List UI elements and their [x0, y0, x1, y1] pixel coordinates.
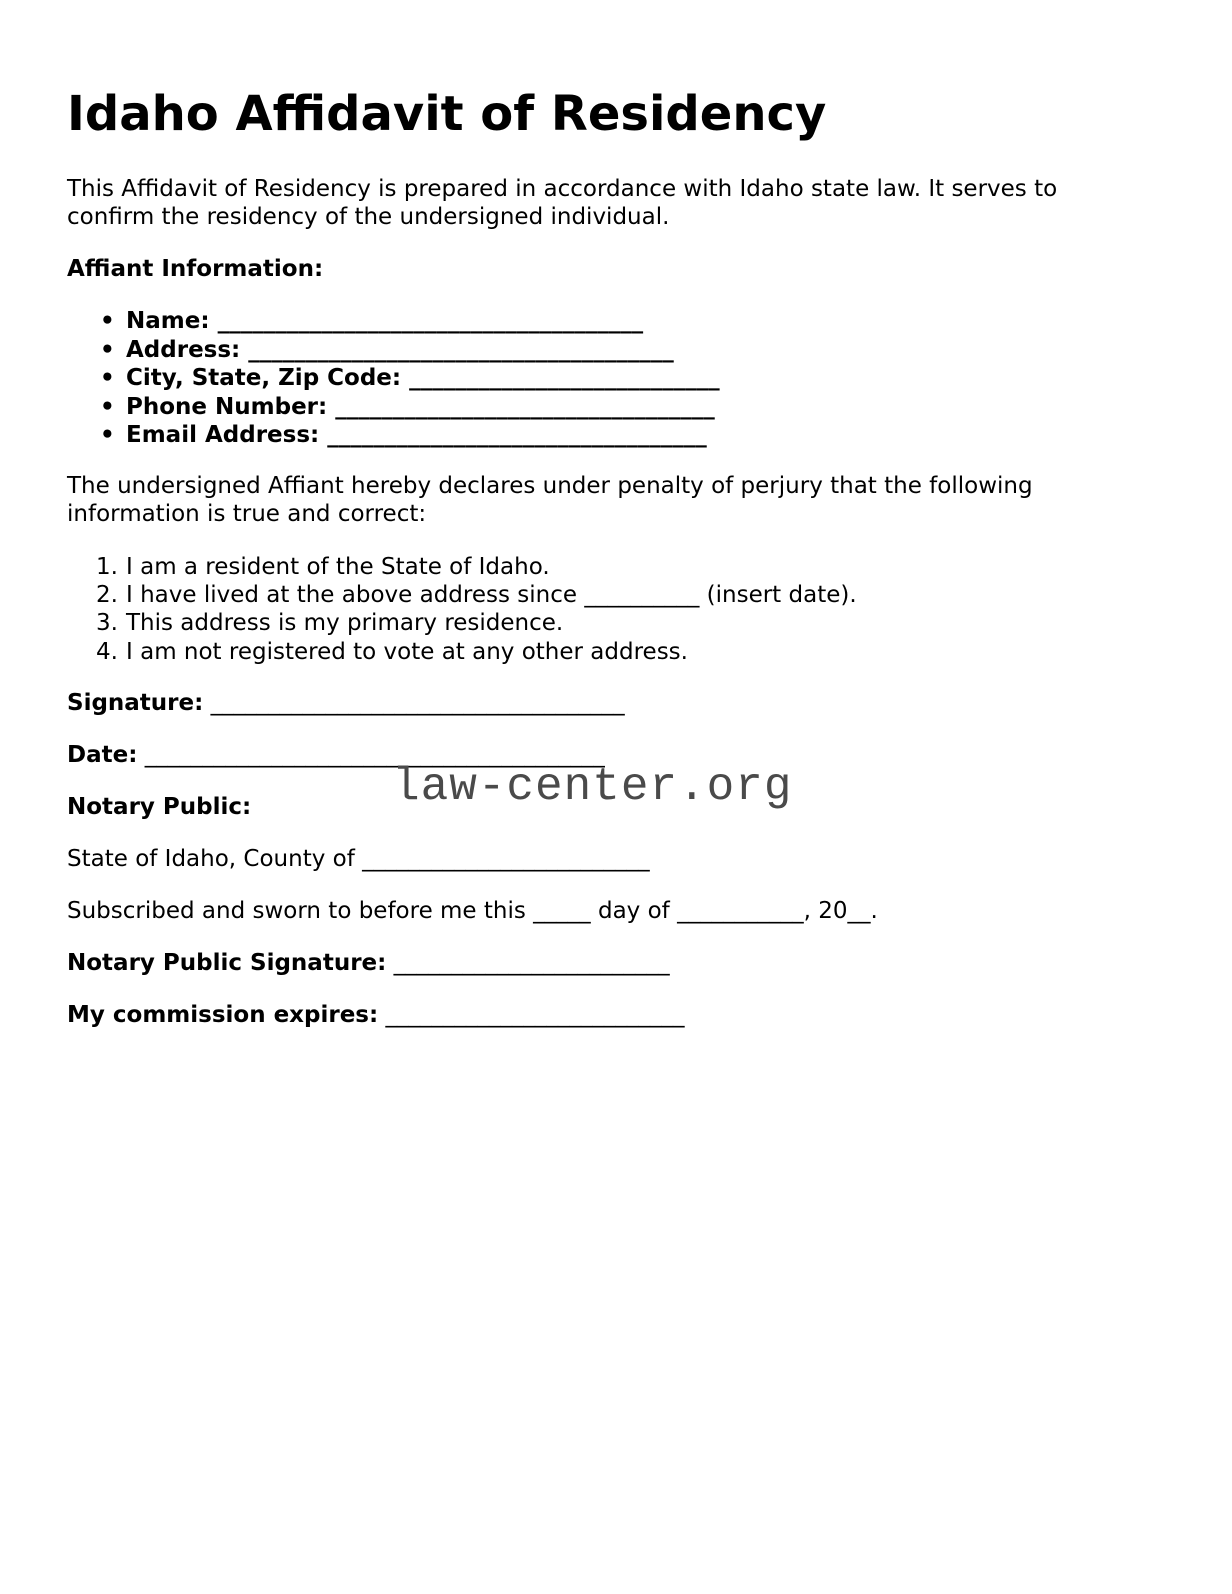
statement-text: This address is my primary residence. [126, 610, 564, 637]
notary-signature-line [67, 949, 670, 977]
bullet-icon: • [100, 393, 115, 420]
field-label: Email Address: [126, 422, 320, 448]
commission-label: My commission expires: [67, 1002, 379, 1028]
notary-public-heading: Notary Public: [67, 794, 252, 820]
sworn-line: Subscribed and sworn to before me this _____ day of ___________, 20__. [67, 898, 878, 924]
statement-item [67, 553, 857, 581]
field-label: Name: [126, 308, 210, 334]
statement-item [67, 609, 857, 637]
field-label: Phone Number: [126, 393, 328, 420]
notary-signature-label: Notary Public Signature: [67, 950, 387, 976]
bullet-icon: • [100, 308, 115, 334]
field-blank[interactable]: _________________________________ [335, 393, 715, 420]
affiant-information-heading: Affiant Information: [67, 256, 324, 282]
field-label: Address: [126, 336, 241, 363]
statement-text: I am not registered to vote at any other address. [126, 638, 688, 665]
signature-line [67, 689, 625, 717]
notary-signature-blank[interactable]: ________________________ [393, 950, 670, 976]
commission-line [67, 1001, 685, 1029]
field-phone-number [67, 393, 720, 422]
statement-number: 2. [96, 582, 118, 609]
signature-blank[interactable]: ____________________________________ [210, 690, 625, 716]
date-blank[interactable]: ________________________________________ [144, 742, 605, 768]
field-email-address [67, 421, 720, 450]
document-title: Idaho Affidavit of Residency [67, 86, 827, 142]
statement-number: 1. [96, 554, 118, 580]
signature-label: Signature: [67, 690, 204, 716]
bullet-icon: • [100, 422, 115, 448]
intro-paragraph: This Affidavit of Residency is prepared in accordance with Idaho state law. It serves to confirm the residency of the undersigned individual. [67, 176, 1058, 230]
statement-number: 3. [96, 610, 118, 637]
field-blank[interactable]: ___________________________ [409, 365, 720, 391]
bullet-icon: • [100, 336, 115, 363]
statement-text: I am a resident of the State of Idaho. [126, 554, 550, 580]
watermark-text: law-center.org [392, 761, 793, 813]
statement-text: I have lived at the above address since __________ (insert date). [126, 582, 857, 609]
declaration-paragraph: The undersigned Affiant hereby declares under penalty of perjury that the following information is true and correct: [67, 473, 1033, 527]
statement-item [67, 581, 857, 609]
field-blank[interactable]: _____________________________________ [248, 336, 674, 363]
commission-blank[interactable]: __________________________ [385, 1002, 685, 1028]
field-address [67, 336, 720, 365]
statement-item [67, 638, 857, 666]
county-line: State of Idaho, County of _________________________ [67, 846, 650, 872]
statement-number: 4. [96, 638, 118, 665]
affiant-fields-list [67, 307, 720, 450]
statements-list [67, 553, 857, 666]
field-label: City, State, Zip Code: [126, 365, 402, 391]
field-blank[interactable]: _____________________________________ [217, 308, 644, 334]
bullet-icon: • [100, 365, 115, 391]
field-blank[interactable]: _________________________________ [327, 422, 707, 448]
field-name [67, 307, 720, 336]
date-label: Date: [67, 742, 138, 768]
field-city-state-zip [67, 364, 720, 393]
